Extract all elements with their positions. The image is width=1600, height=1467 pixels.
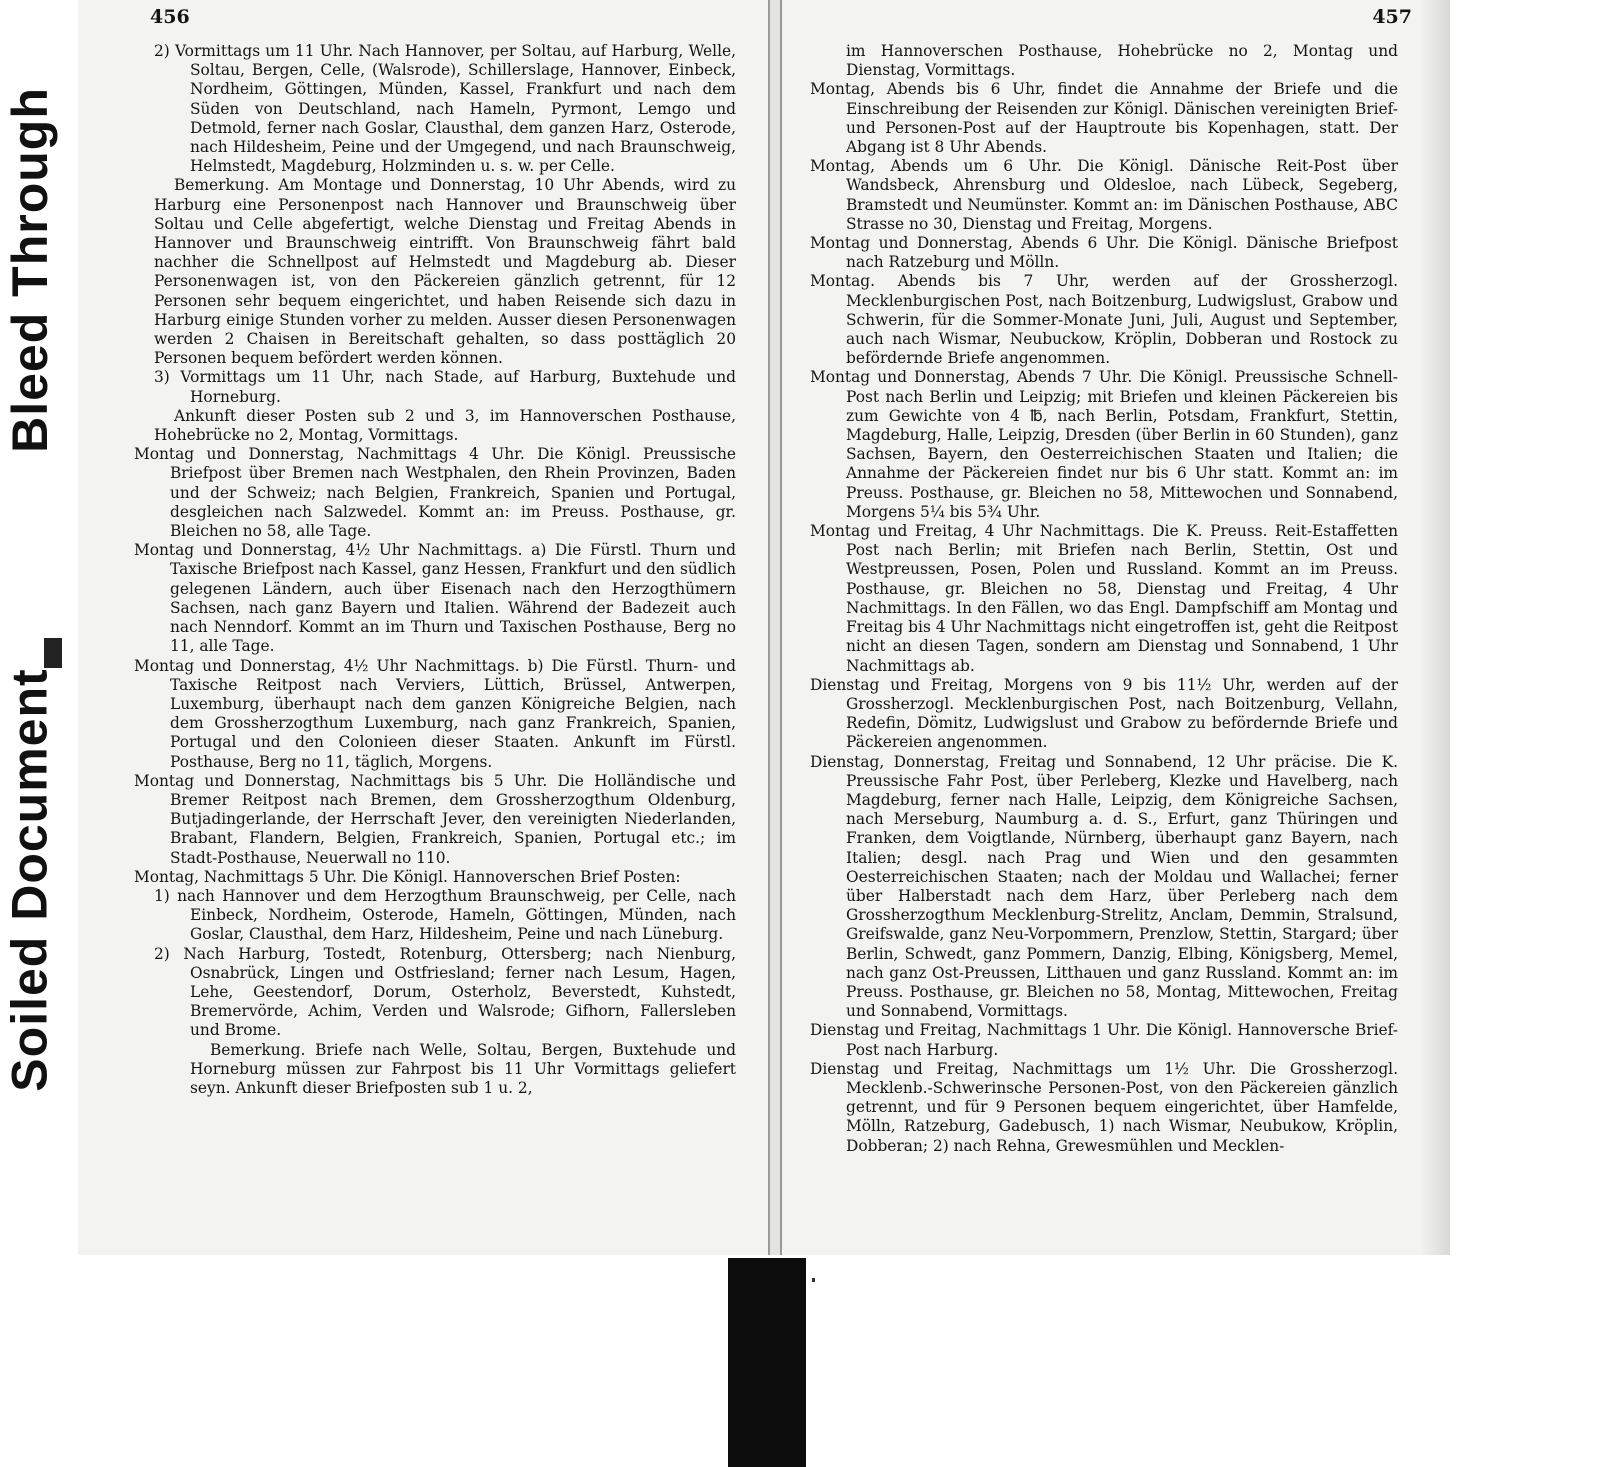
- schedule-entry: Montag, Nachmittags 5 Uhr. Die Königl. Hannoverschen Brief Posten:: [134, 867, 681, 886]
- schedule-entry: Montag und Donnerstag, Nachmittags bis 5 Uhr. Die Holländische und Bremer Reitpost nach Bremen, dem Grossherzogthum Oldenburg, Butjadingerlande, der Herrschaft Jever, den vereinigten Niederlanden, Brabant, Flandern, Belgien, Frankreich, Spanien, Portugal etc.; im Stadt-Posthause, Neuerwall no 110.: [134, 771, 736, 867]
- scan-shadow: [1420, 0, 1450, 1255]
- numbered-entry: 2) Nach Harburg, Tostedt, Rotenburg, Ottersberg; nach Nienburg, Osnabrück, Lingen und Ostfriesland; ferner nach Lesum, Hagen, Lehe, Geestendorf, Dorum, Osterholz, Beverstedt, Kuhstedt, Bremervörde, Achim, Verden und Walsrode; Gifhorn, Fallersleben und Brome.: [154, 944, 736, 1040]
- right-page-number: 457: [1372, 6, 1412, 28]
- bleed-through-label: Bleed Through: [2, 87, 59, 453]
- left-page-text: [134, 42, 736, 1098]
- schedule-entry: Dienstag, Donnerstag, Freitag und Sonnabend, 12 Uhr präcise. Die K. Preussische Fahr Post, über Perleberg, Klezke und Havelberg, nach Magdeburg, ferner nach Halle, Leipzig, dem Königreiche Sachsen, nach Merseburg, Naumburg a. d. S., Erfurt, ganz Thüringen und Franken, dem Voigtlande, Nürnberg, überhaupt ganz Bayern, nach Italien; desgl. nach Prag und Wien und den gesammten Oesterreichischen Staaten; nach der Moldau und Wallachei; ferner über Halberstadt nach dem Harz, über Perleberg nach dem Grossherzogthum Mecklenburg-Strelitz, Anclam, Demmin, Stralsund, Greifswalde, ganz Neu-Vorpommern, Prenzlow, Stettin, Stargard; über Berlin, Schwedt, ganz Pommern, Danzig, Elbing, Königsberg, Memel, nach ganz Ost-Preussen, Litthauen und ganz Russland. Kommt an: im Preuss. Posthause, gr. Bleichen no 58, Montag, Mittewochen, Freitag und Sonnabend, Vormittags.: [810, 752, 1398, 1021]
- remark-paragraph: Bemerkung. Am Montage und Donnerstag, 10 Uhr Abends, wird zu Harburg eine Personenpost nach Hannover und Braunschweig über Soltau und Celle abgefertigt, welche Dienstag und Freitag Abends in Hannover und Braunschweig eintrifft. Von Braunschweig fährt bald nachher die Schnellpost auf Helmstedt und Magdeburg ab. Dieser Personenwagen ist, von den Päckereien gänzlich getrennt, für 12 Personen sehr bequem eingerichtet, und haben Reisende sich dazu in Harburg einige Stunden vorher zu melden. Ausser diesen Personenwagen werden 2 Chaisen in Bereitschaft gehalten, so dass posttäglich 20 Personen bequem befördert werden können.: [154, 176, 736, 368]
- remark-paragraph: Ankunft dieser Posten sub 2 und 3, im Hannoverschen Posthause, Hohebrücke no 2, Montag, Vormittags.: [154, 406, 736, 445]
- schedule-entry: Dienstag und Freitag, Nachmittags 1 Uhr. Die Königl. Hannoversche Brief-Post nach Harburg.: [810, 1021, 1398, 1059]
- schedule-entry: Dienstag und Freitag, Nachmittags um 1½ Uhr. Die Grossherzogl. Mecklenb.-Schwerinsche Personen-Post, von den Päckereien gänzlich getrennt, und für 9 Personen bequem eingerichtet, über Hamfelde, Mölln, Ratzeburg, Gadebusch, 1) nach Wismar, Neubukow, Kröplin, Dobberan; 2) nach Rehna, Grewesmühlen und Mecklen-: [810, 1059, 1398, 1155]
- schedule-entry: Montag, Abends um 6 Uhr. Die Königl. Dänische Reit-Post über Wandsbeck, Ahrensburg und Oldesloe, nach Lübeck, Segeberg, Bramstedt und Neumünster. Kommt an: im Dänischen Posthause, ABC Strasse no 30, Dienstag und Freitag, Morgens.: [810, 157, 1398, 233]
- schedule-entry: Montag und Donnerstag, Abends 7 Uhr. Die Königl. Preussische Schnell-Post nach Berlin und Leipzig; mit Briefen und kleinen Päckereien bis zum Gewichte von 4 ℔, nach Berlin, Potsdam, Frankfurt, Stettin, Magdeburg, Halle, Leipzig, Dresden (über Berlin in 60 Stunden), ganz Sachsen, Bayern, den Oesterreichischen Staaten und Italien; die Annahme der Päckereien findet nur bis 6 Uhr statt. Kommt an: im Preuss. Posthause, gr. Bleichen no 58, Mittewochen und Sonnabend, Morgens 5¼ bis 5¾ Uhr.: [810, 368, 1398, 521]
- dust-speck: [812, 1278, 815, 1282]
- numbered-entry: 1) nach Hannover und dem Herzogthum Braunschweig, per Celle, nach Einbeck, Nordheim, Osterode, Hameln, Göttingen, Münden, nach Goslar, Clausthal, dem Harz, Hildesheim, Peine und nach Lüneburg.: [154, 886, 736, 944]
- continued-entry: im Hannoverschen Posthause, Hohebrücke no 2, Montag und Dienstag, Vormittags.: [846, 42, 1398, 80]
- right-page-text: [810, 42, 1398, 1156]
- soil-mark: [44, 638, 62, 668]
- left-page-number: 456: [150, 6, 190, 28]
- schedule-entry: Montag und Donnerstag, 4½ Uhr Nachmittags. b) Die Fürstl. Thurn- und Taxische Reitpost nach Verviers, Lüttich, Brüssel, Antwerpen, Luxemburg, überhaupt nach dem ganzen Königreiche Belgien, nach dem Grossherzogthum Luxemburg, nach ganz Frankreich, Spanien, Portugal und den Colonieen dieser Staaten. Ankunft im Fürstl. Posthause, Berg no 11, täglich, Morgens.: [134, 656, 736, 771]
- binding-strip: [728, 1258, 806, 1467]
- right-page: [780, 0, 1450, 1255]
- schedule-entry: Montag und Donnerstag, Abends 6 Uhr. Die Königl. Dänische Briefpost nach Ratzeburg und Mölln.: [810, 234, 1398, 272]
- soiled-document-label: Soiled Document: [2, 668, 58, 1092]
- numbered-entry: 2) Vormittags um 11 Uhr. Nach Hannover, per Soltau, auf Harburg, Welle, Soltau, Bergen, Celle, (Walsrode), Schillerslage, Hannover, Einbeck, Nordheim, Göttingen, Münden, Kassel, Frankfurt und nach dem Süden von Deutschland, nach Hameln, Pyrmont, Lemgo und Detmold, ferner nach Goslar, Clausthal, dem ganzen Harz, Osterode, nach Hildesheim, Peine und der Umgegend, und nach Braunschweig, Helmstedt, Magdeburg, Holzminden u. s. w. per Celle.: [154, 42, 736, 176]
- schedule-entry: Montag, Abends bis 6 Uhr, findet die Annahme der Briefe und die Einschreibung der Reisenden zur Königl. Dänischen vereinigten Brief- und Personen-Post auf der Hauptroute bis Kopenhagen, statt. Der Abgang ist 8 Uhr Abends.: [810, 80, 1398, 157]
- remark-paragraph: Bemerkung. Briefe nach Welle, Soltau, Bergen, Buxtehude und Horneburg müssen zur Fahrpost bis 11 Uhr Vormittags geliefert seyn. Ankunft dieser Briefposten sub 1 u. 2,: [190, 1040, 736, 1097]
- schedule-entry: Montag. Abends bis 7 Uhr, werden auf der Grossherzogl. Mecklenburgischen Post, nach Boitzenburg, Ludwigslust, Grabow und Schwerin, für die Sommer-Monate Juni, Juli, August und September, auch nach Wismar, Neubuckow, Kröplin, Dobberan und Rostock zu befördernde Briefe angenommen.: [810, 272, 1398, 368]
- numbered-entry: 3) Vormittags um 11 Uhr, nach Stade, auf Harburg, Buxtehude und Horneburg.: [154, 368, 736, 406]
- left-page: [78, 0, 770, 1255]
- schedule-entry: Montag und Freitag, 4 Uhr Nachmittags. Die K. Preuss. Reit-Estaffetten Post nach Berlin; mit Briefen nach Berlin, Stettin, Ost und Westpreussen, Posen, Polen und Russland. Kommt an im Preuss. Posthause, gr. Bleichen no 58, Dienstag und Freitag, 4 Uhr Nachmittags. In den Fällen, wo das Engl. Dampfschiff am Montag und Freitag bis 4 Uhr Nachmittags nicht eingetroffen ist, geht die Reitpost nicht an diesen Tagen, sondern am Dienstag und Sonnabend, 1 Uhr Nachmittags ab.: [810, 522, 1398, 675]
- schedule-entry: Dienstag und Freitag, Morgens von 9 bis 11½ Uhr, werden auf der Grossherzogl. Mecklenburgischen Post, nach Boitzenburg, Vellahn, Redefin, Dömitz, Ludwigslust und Grabow zu befördernde Briefe und Päckereien angenommen.: [810, 675, 1398, 752]
- book-gutter: [770, 0, 780, 1255]
- schedule-entry: Montag und Donnerstag, 4½ Uhr Nachmittags. a) Die Fürstl. Thurn und Taxische Briefpost nach Kassel, ganz Hessen, Frankfurt und den südlich gelegenen Ländern, auch über Eisenach nach den Herzogthümern Sachsen, nach ganz Bayern und Italien. Während der Badezeit auch nach Nenndorf. Kommt an im Thurn und Taxischen Posthause, Berg no 11, alle Tage.: [134, 541, 736, 656]
- schedule-entry: Montag und Donnerstag, Nachmittags 4 Uhr. Die Königl. Preussische Briefpost über Bremen nach Westphalen, den Rhein Provinzen, Baden und der Schweiz; nach Belgien, Frankreich, Spanien und Portugal, desgleichen nach Salzwedel. Kommt an: im Preuss. Posthause, gr. Bleichen no 58, alle Tage.: [134, 445, 736, 541]
